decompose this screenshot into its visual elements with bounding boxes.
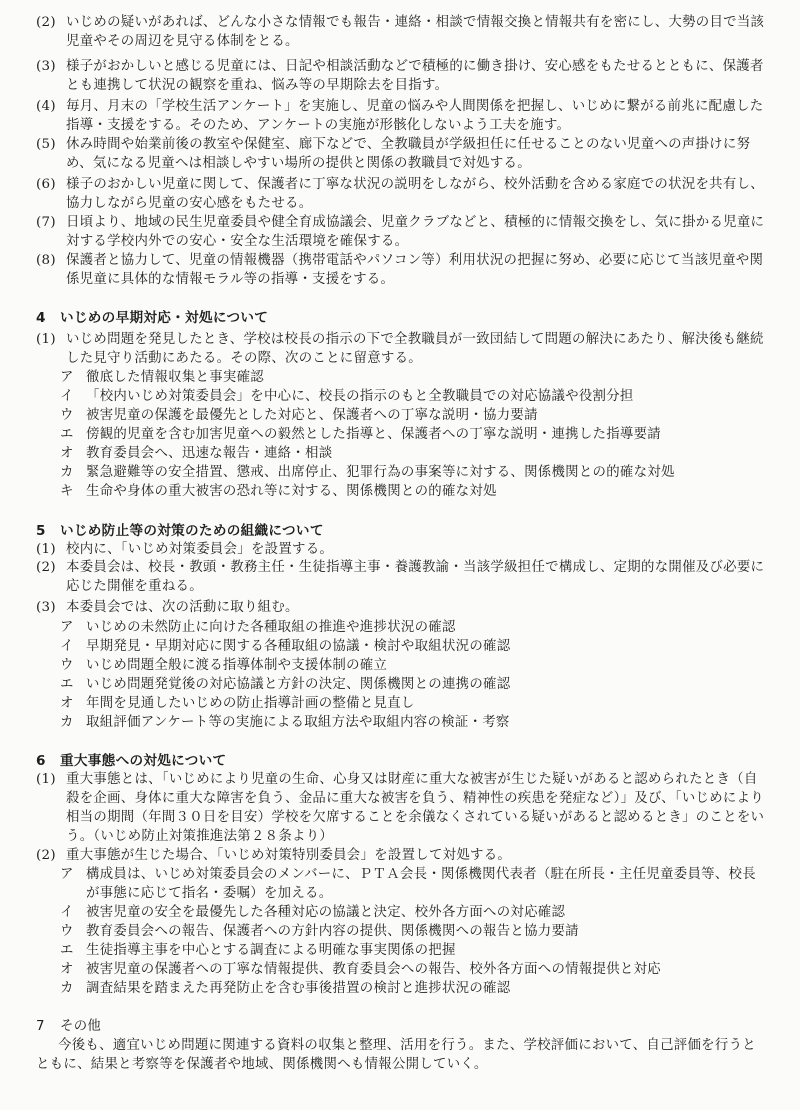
item-text: 重大事態が生じた場合、「いじめ対策特別委員会」を設置して対処する。 [66,848,512,863]
section-5-heading [36,522,756,541]
s4-sub-u [60,407,760,426]
s5-item-3 [36,599,766,618]
s4-sub-o [60,445,760,464]
sub-label: イ [60,639,74,654]
sub-text: 生徒指導主事を中心とする調査による明確な事実関係の把握 [86,943,456,958]
item-number: (4) [36,99,56,114]
item-number: (6) [36,177,56,192]
section-title: いじめ防止等の対策のための組織について [60,523,324,539]
s6-sub-u [60,923,760,942]
section-title: いじめの早期対応・対処について [60,310,269,326]
item-text: 様子のおかしい児童に関して、保護者に丁寧な状況の説明をしながら、校外活動を含める家庭での状況を共有し、協力しながら児童の安心感をもたせる。 [66,177,764,211]
s3-item-7 [36,214,766,252]
sub-label: エ [60,943,74,958]
item-number: (2) [36,848,56,863]
sub-text: 緊急避難等の安全措置、懲戒、出席停止、犯罪行為の事案等に対する、関係機関との的確な対処 [86,465,675,480]
s3-item-3 [36,58,766,96]
item-text: 毎月、月末の「学校生活アンケート」を実施し、児童の悩みや人間関係を把握し、いじめに繋がる前兆に配慮した指導・支援をする。そのため、アンケートの実施が形骸化しないよう工夫を施す。 [66,99,764,133]
sub-text: 年間を見通したいじめの防止指導計画の整備と見直し [86,696,415,711]
s5-item-2 [36,559,766,597]
s6-sub-e [60,942,760,961]
sub-text: いじめ問題発覚後の対応協議と方針の決定、関係機関との連携の確認 [86,677,511,692]
item-text: いじめ問題を発見したとき、学校は校長の指示の下で全教職員が一致団結して問題の解決にあたり、解決後も継続した見守り活動にあたる。その際、次のことに留意する。 [66,332,764,366]
sub-label: イ [60,389,74,404]
sub-label: エ [60,427,74,442]
s5-sub-e [60,676,760,695]
s6-sub-o [60,961,760,980]
item-number: (2) [36,560,56,575]
s4-sub-a [60,369,760,388]
section-title: その他 [60,1019,102,1034]
item-text: 本委員会は、校長・教頭・教務主任・生徒指導主事・養護教諭・当該学級担任で構成し、定期的な開催及び必要に応じた開催を重ねる。 [66,560,765,594]
s6-item-2 [36,847,766,866]
sub-label: イ [60,905,74,920]
item-number: (1) [36,332,56,347]
s6-sub-ka [60,980,760,999]
item-text: 日頃より、地域の民生児童委員や健全育成協議会、児童クラブなどと、積極的に情報交換をし、気に掛かる児童に対する学校内外での安心・安全な生活環境を確保する。 [66,215,765,249]
s3-item-6 [36,176,766,214]
sub-label: ア [60,370,74,385]
s5-sub-o [60,695,760,714]
section-7-body: 今後も、適宜いじめ問題に関連する資料の収集と整理、活用を行う。また、学校評価において、自己評価を行うとともに、結果と考察等を保護者や地域、関係機関へも情報公開していく。 [36,1038,756,1072]
sub-label: ア [60,620,74,635]
sub-text: 教育委員会への報告、保護者への方針内容の提供、関係機関への報告と協力要請 [86,924,579,939]
item-number: (1) [36,772,56,787]
sub-label: オ [60,696,74,711]
s6-item-1 [36,771,766,847]
sub-label: オ [60,446,74,461]
sub-label: ウ [60,924,74,939]
sub-text: いじめの未然防止に向けた各種取組の推進や進捗状況の確認 [86,620,456,635]
sub-text: いじめ問題全般に渡る指導体制や支援体制の確立 [86,658,388,673]
sub-text: 早期発見・早期対応に関する各種取組の協議・検討や取組状況の確認 [86,639,511,654]
section-6-heading [36,752,756,771]
item-text: 保護者と協力して、児童の情報機器（携帯電話やパソコン等）利用状況の把握に努め、必要に応じて当該児童や関係児童に具体的な情報モラル等の指導・支援をする。 [66,253,764,287]
item-number: (8) [36,253,56,268]
sub-text: 「校内いじめ対策委員会」を中心に、校長の指示のもと全教職員での対応協議や役割分担 [86,389,634,404]
item-number: (3) [36,59,56,74]
section-number: 4 [36,310,46,326]
sub-text: 傍観的児童を含む加害児童への毅然とした指導と、保護者への丁寧な説明・連携した指導要請 [86,427,662,442]
section-4-heading [36,309,756,328]
sub-text: 取組評価アンケート等の実施による取組方法や取組内容の検証・考察 [86,715,510,730]
s3-item-4 [36,98,766,136]
item-number: (3) [36,600,56,615]
s5-sub-a [60,619,760,638]
sub-text: 被害児童の保護を最優先とした対応と、保護者への丁寧な説明・協力要請 [86,408,538,423]
sub-label: カ [60,465,74,480]
sub-label: オ [60,962,74,977]
s3-item-2 [36,14,766,52]
item-text: 校内に、「いじめ対策委員会」を設置する。 [66,542,334,557]
item-number: (7) [36,215,56,230]
s6-sub-a [60,866,760,904]
section-number: 5 [36,523,46,539]
sub-text: 構成員は、いじめ対策委員会のメンバーに、ＰＴＡ会長・関係機関代表者（駐在所長・主任児童委員等、校長が事態に応じて指名・委嘱）を加える。 [86,867,756,901]
s3-item-8 [36,252,766,290]
sub-label: キ [60,484,74,499]
sub-label: カ [60,715,74,730]
sub-text: 被害児童の保護者への丁寧な情報提供、教育委員会への報告、校外各方面への情報提供と対応 [86,962,662,977]
item-text: 重大事態とは、「いじめにより児童の生命、心身又は財産に重大な被害が生じた疑いがあると認められたとき（自殺を企画、身体に重大な障害を負う、金品に重大な被害を負う、精神性の疾患を発症など）」及び、「いじめにより相当の期間（年間３０日を目安）学校を欠席することを余儀なくされている疑いがあると認めるとき」のことをいう。（いじめ防止対策推進法第２８条より） [66,772,765,844]
sub-label: ウ [60,658,74,673]
item-number: (2) [36,15,56,30]
item-text: いじめの疑いがあれば、どんな小さな情報でも報告・連絡・相談で情報交換と情報共有を密にし、大勢の目で当該児童やその周辺を見守る体制をとる。 [66,15,765,49]
item-number: (1) [36,542,56,557]
item-number: (5) [36,137,56,152]
sub-text: 教育委員会へ、迅速な報告・連絡・相談 [86,446,333,461]
section-title: 重大事態への対処について [60,753,227,769]
sub-text: 被害児童の安全を最優先した各種対応の協議と決定、校外各方面への対応確認 [86,905,566,920]
sub-label: エ [60,677,74,692]
section-number: 7 [36,1019,45,1034]
s4-sub-i [60,388,760,407]
s4-item-1 [36,331,766,369]
sub-label: ア [60,867,74,882]
s5-sub-ka [60,714,760,733]
s3-item-5 [36,136,766,174]
s5-sub-i [60,638,760,657]
item-text: 様子がおかしいと感じる児童には、日記や相談活動などで積極的に働き掛け、安心感をもたせるとともに、保護者とも連携して状況の観察を重ね、悩み等の早期除去を目指す。 [66,59,764,93]
sub-text: 徹底した情報収集と事実確認 [86,370,264,385]
s4-sub-e [60,426,760,445]
sub-text: 生命や身体の重大被害の恐れ等に対する、関係機関との的確な対処 [86,484,497,499]
s5-sub-u [60,657,760,676]
s5-item-1 [36,541,766,560]
section-number: 6 [36,753,46,769]
section-7-heading [36,1018,752,1037]
item-text: 本委員会では、次の活動に取り組む。 [66,600,299,615]
s4-sub-ka [60,464,760,483]
s6-sub-i [60,904,760,923]
s4-sub-ki [60,483,760,502]
sub-label: ウ [60,408,74,423]
sub-text: 調査結果を踏まえた再発防止を含む事後措置の検討と進捗状況の確認 [86,981,511,996]
sub-label: カ [60,981,74,996]
item-text: 休み時間や始業前後の教室や保健室、廊下などで、全教職員が学級担任に任せることのない児童への声掛けに努め、気になる児童へは相談しやすい場所の提供と関係の教職員で対処する。 [66,137,751,171]
